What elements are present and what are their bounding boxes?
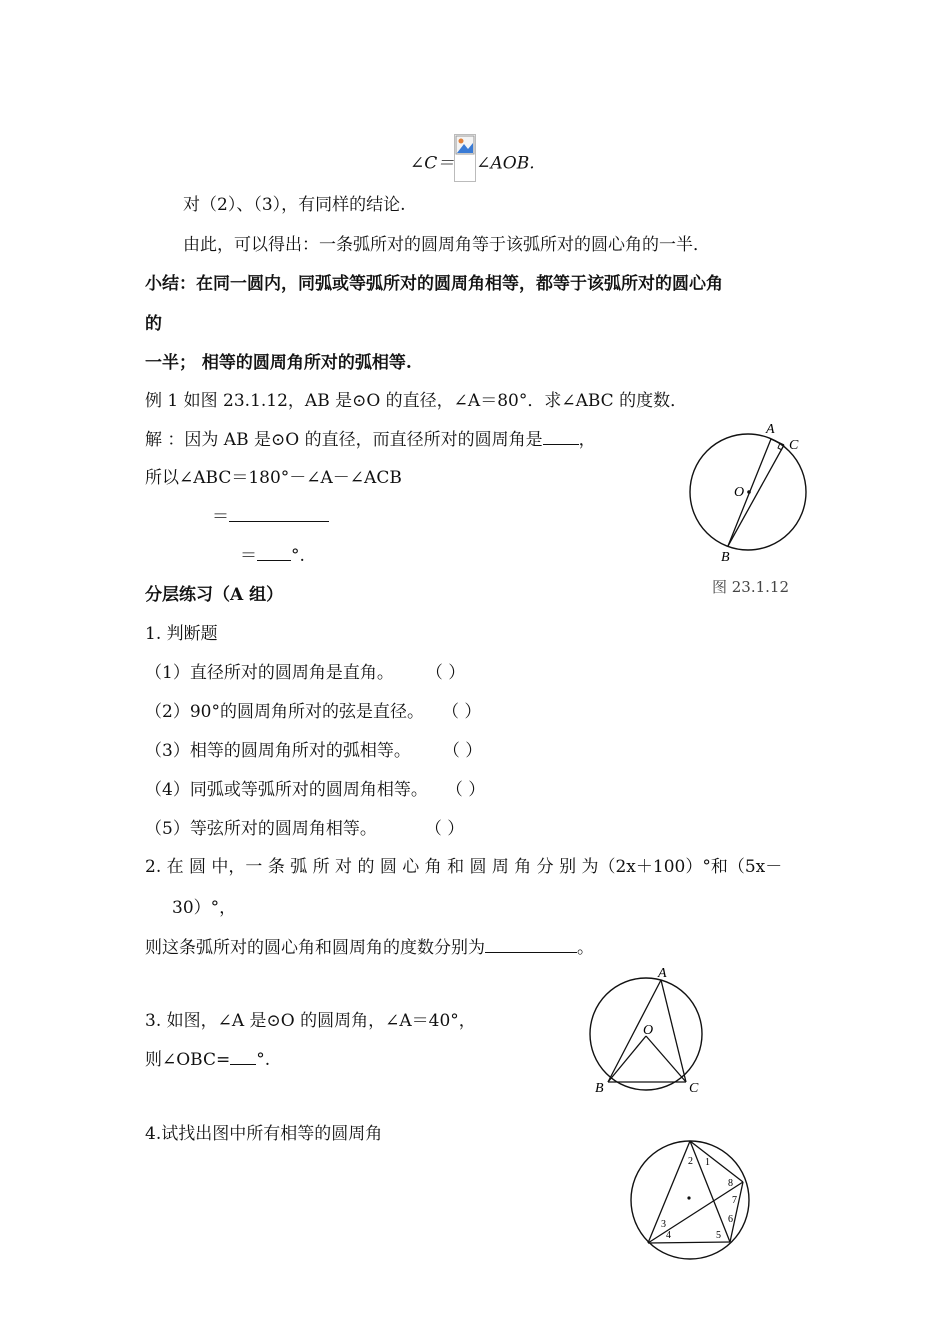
- answer-blank-q3[interactable]: [230, 1047, 256, 1065]
- label-c: C: [689, 1081, 699, 1096]
- answer-blank-2[interactable]: [229, 504, 329, 522]
- q1-item-text: （4）同弧或等弧所对的圆周角相等。: [145, 780, 428, 800]
- chord-6: [730, 1182, 743, 1242]
- radius-ob: [608, 1036, 646, 1082]
- angle-label-2: 2: [688, 1156, 693, 1167]
- q3-prefix: 则∠OBC=: [145, 1050, 231, 1070]
- q2-line-1: 2. 在 圆 中，一 条 弧 所 对 的 圆 心 角 和 圆 周 角 分 别 为（2x＋100）°和（5x－: [145, 857, 783, 877]
- label-a: A: [766, 422, 775, 437]
- q1-item-5: [145, 814, 464, 839]
- center-point: [747, 490, 751, 494]
- q3-suffix: °.: [256, 1050, 271, 1070]
- chord-3: [648, 1242, 730, 1243]
- conclusion-text: 由此，可以得出：一条弧所对的圆周角等于该弧所对的圆心角的一半．: [183, 235, 710, 255]
- q3-figure: [583, 962, 713, 1098]
- formula-suffix: ∠AOB.: [476, 153, 535, 174]
- q2-suffix: 。: [577, 938, 594, 958]
- q1-item-1: [145, 658, 465, 683]
- figure-caption: 图 23.1.12: [712, 578, 790, 596]
- q1-item-4: [145, 775, 485, 800]
- chord-4: [648, 1182, 743, 1243]
- q4-line-1: 4.试找出图中所有相等的圆周角: [145, 1124, 383, 1144]
- angle-label-1: 1: [705, 1157, 710, 1168]
- equals-sign: ＝: [212, 507, 229, 527]
- q1-item-3: [145, 736, 482, 761]
- q4-figure: [626, 1136, 754, 1264]
- q2-line-3: [145, 933, 594, 958]
- answer-paren[interactable]: （ ）: [425, 663, 466, 683]
- center-point: [687, 1196, 690, 1199]
- q2-prefix: 则这条弧所对的圆心角和圆周角的度数分别为: [145, 938, 485, 958]
- label-c: C: [789, 438, 799, 453]
- angle-label-6: 6: [728, 1214, 733, 1225]
- answer-paren[interactable]: （ ）: [424, 819, 465, 839]
- solution-prefix: 解 ：因为 AB 是⊙O 的直径，而直径所对的圆周角是: [145, 430, 543, 450]
- answer-paren[interactable]: （ ）: [441, 702, 482, 722]
- q1-item-text: （5）等弦所对的圆周角相等。: [145, 819, 377, 839]
- angle-label-4: 4: [666, 1230, 671, 1241]
- example-1-equation-1: [212, 502, 329, 527]
- answer-blank-1[interactable]: [543, 427, 579, 445]
- degree-suffix: °.: [291, 546, 305, 566]
- answer-blank-3[interactable]: [257, 543, 291, 561]
- answer-blank-q2[interactable]: [485, 935, 577, 953]
- q1-item-text: （2）90°的圆周角所对的弦是直径。: [145, 702, 424, 722]
- label-o: O: [734, 485, 745, 500]
- label-b: B: [721, 550, 730, 565]
- equals-sign: ＝: [240, 546, 257, 566]
- summary-line-2: 的: [145, 314, 162, 334]
- formula-prefix: ∠C＝: [410, 153, 455, 174]
- q1-title: 1. 判断题: [145, 624, 218, 644]
- q2-line-2: 30）°，: [172, 898, 237, 918]
- label-b: B: [595, 1081, 604, 1096]
- broken-image-icon: [454, 134, 476, 182]
- formula-line: [410, 140, 535, 188]
- figure-23-1-12: [685, 418, 815, 566]
- q1-item-text: （1）直径所对的圆周角是直角。: [145, 663, 394, 683]
- angle-label-3: 3: [661, 1219, 666, 1230]
- solution-suffix: ，: [578, 430, 596, 450]
- q1-item-text: （3）相等的圆周角所对的弧相等。: [145, 741, 411, 761]
- example-1-question: 例 1 如图 23.1.12，AB 是⊙O 的直径，∠A＝80°．求∠ABC 的度数．: [145, 391, 688, 411]
- answer-paren[interactable]: （ ）: [445, 780, 486, 800]
- example-1-solution-line-1: [145, 425, 596, 450]
- q3-line-1: 3. 如图，∠A 是⊙O 的圆周角，∠A＝40°，: [145, 1011, 476, 1031]
- example-1-solution-line-2: 所以∠ABC＝180°－∠A－∠ACB: [145, 468, 402, 488]
- section-title: 分层练习（A 组）: [145, 585, 284, 605]
- example-1-equation-2: [240, 541, 305, 566]
- chord-ac: [771, 439, 784, 445]
- chord-1: [648, 1141, 690, 1243]
- angle-label-7: 7: [732, 1195, 737, 1206]
- angle-label-8: 8: [728, 1178, 733, 1189]
- summary-line-3: 一半； 相等的圆周角所对的弧相等.: [145, 353, 412, 373]
- answer-paren[interactable]: （ ）: [442, 741, 483, 761]
- label-a: A: [658, 966, 667, 981]
- q1-item-2: [145, 697, 481, 722]
- summary-line-1: 小结：在同一圆内，同弧或等弧所对的圆周角相等，都等于该弧所对的圆心角: [145, 274, 723, 294]
- label-o: O: [643, 1023, 654, 1038]
- q3-line-2: [145, 1045, 270, 1070]
- same-conclusion-text: 对（2）、（3），有同样的结论.: [183, 195, 406, 215]
- angle-label-5: 5: [716, 1230, 721, 1241]
